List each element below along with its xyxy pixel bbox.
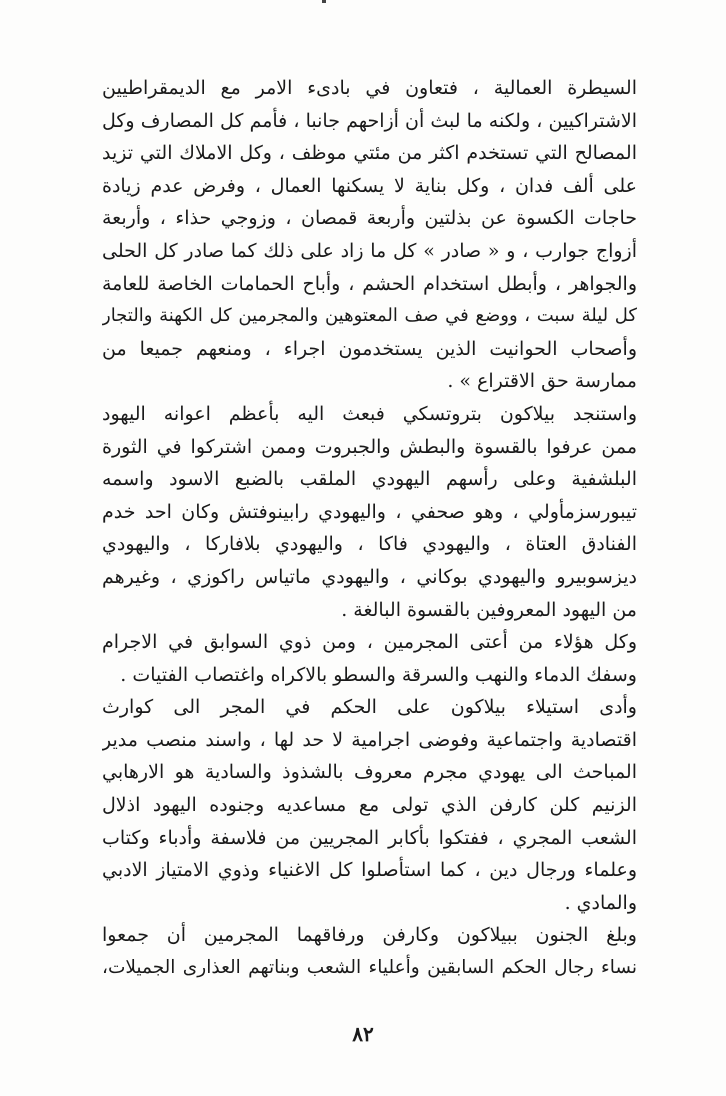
text-line: الفنادق العتاة ، واليهودي فاكا ، واليهودي بلافاركا ، واليهودي	[102, 533, 637, 556]
text-line: والجواهر ، وأبطل استخدام الحشم ، وأباح الحمامات الخاصة للعامة	[102, 272, 637, 295]
text-line: واستنجد بيلاكون بتروتسكي فبعث اليه بأعظم اعوانه اليهود	[102, 402, 637, 425]
text-line: اقتصادية واجتماعية وفوضى اجرامية لا حد لها ، واسند منصب مدير	[102, 728, 637, 751]
text-line: الاشتراكيين ، ولكنه ما لبث أن أزاحهم جانبا ، فأمم كل المصارف وكل	[102, 109, 637, 132]
body-text	[102, 72, 637, 985]
text-line: وأدى استيلاء بيلاكون على الحكم في المجر الى كوارث	[102, 696, 637, 719]
text-line: ديزسوبيرو واليهودي بوكاني ، واليهودي ماتياس راكوزي ، وغيرهم	[102, 565, 637, 588]
text-line: والمادي .	[564, 891, 637, 914]
text-line: من اليهود المعروفين بالقسوة البالغة .	[341, 598, 637, 621]
top-edge-mark	[322, 0, 326, 3]
page-number: ٨٢	[352, 1022, 374, 1046]
text-line: كل ليلة سبت ، ووضع في صف المعتوهين والمجرمين كل الكهنة والتجار	[102, 305, 637, 327]
text-line: وعلماء ورجال دين ، كما استأصلوا كل الاغنياء وذوي الامتياز الادبي	[102, 859, 637, 882]
text-line: الشعب المجري ، ففتكوا بأكابر المجريين من فلاسفة وأدباء وكتاب	[102, 826, 637, 849]
text-line: البلشفية وعلى رأسهم اليهودي الملقب بالضبع الاسود واسمه	[102, 468, 637, 491]
text-line: المباحث الى يهودي مجرم معروف بالشذوذ والسادية هو الارهابي	[102, 761, 637, 784]
text-line: الزنيم كلن كارفن الذي تولى مع مساعديه وجنوده اليهود اذلال	[102, 794, 637, 817]
text-line: وبلغ الجنون ببيلاكون وكارفن ورفاقهما المجرمين أن جمعوا	[102, 924, 637, 947]
text-line: وكل هؤلاء من أعتى المجرمين ، ومن ذوي السوابق في الاجرام	[102, 631, 637, 654]
text-line: على ألف فدان ، وكل بناية لا يسكنها العمال ، وفرض عدم زيادة	[102, 174, 637, 197]
text-line: تيبورسزمأولي ، وهو صحفي ، واليهودي رابينوفتش وكان احد خدم	[102, 500, 637, 523]
text-line: حاجات الكسوة عن بذلتين وأربعة قمصان ، وزوجي حذاء ، وأربعة	[102, 207, 637, 230]
text-line: أزواج جوارب ، و « صادر » كل ما زاد على ذلك كما صادر كل الحلى	[102, 239, 637, 262]
text-line: نساء رجال الحكم السابقين وأعلياء الشعب وبناتهم العذارى الجميلات،	[102, 957, 637, 979]
text-line: وأصحاب الحوانيت الذين يستخدمون اجراء ، ومنعهم جميعا من	[102, 337, 637, 360]
text-line: ممن عرفوا بالقسوة والبطش والجبروت وممن اشتركوا في الثورة	[102, 435, 637, 458]
text-line: وسفك الدماء والنهب والسرقة والسطو بالاكراه واغتصاب الفتيات .	[120, 663, 637, 686]
text-line: السيطرة العمالية ، فتعاون في بادىء الامر مع الديمقراطيين	[102, 77, 637, 99]
text-line: المصالح التي تستخدم اكثر من مئتي موظف ، وكل الاملاك التي تزيد	[102, 142, 637, 165]
text-line: ممارسة حق الاقتراع » .	[447, 370, 637, 393]
